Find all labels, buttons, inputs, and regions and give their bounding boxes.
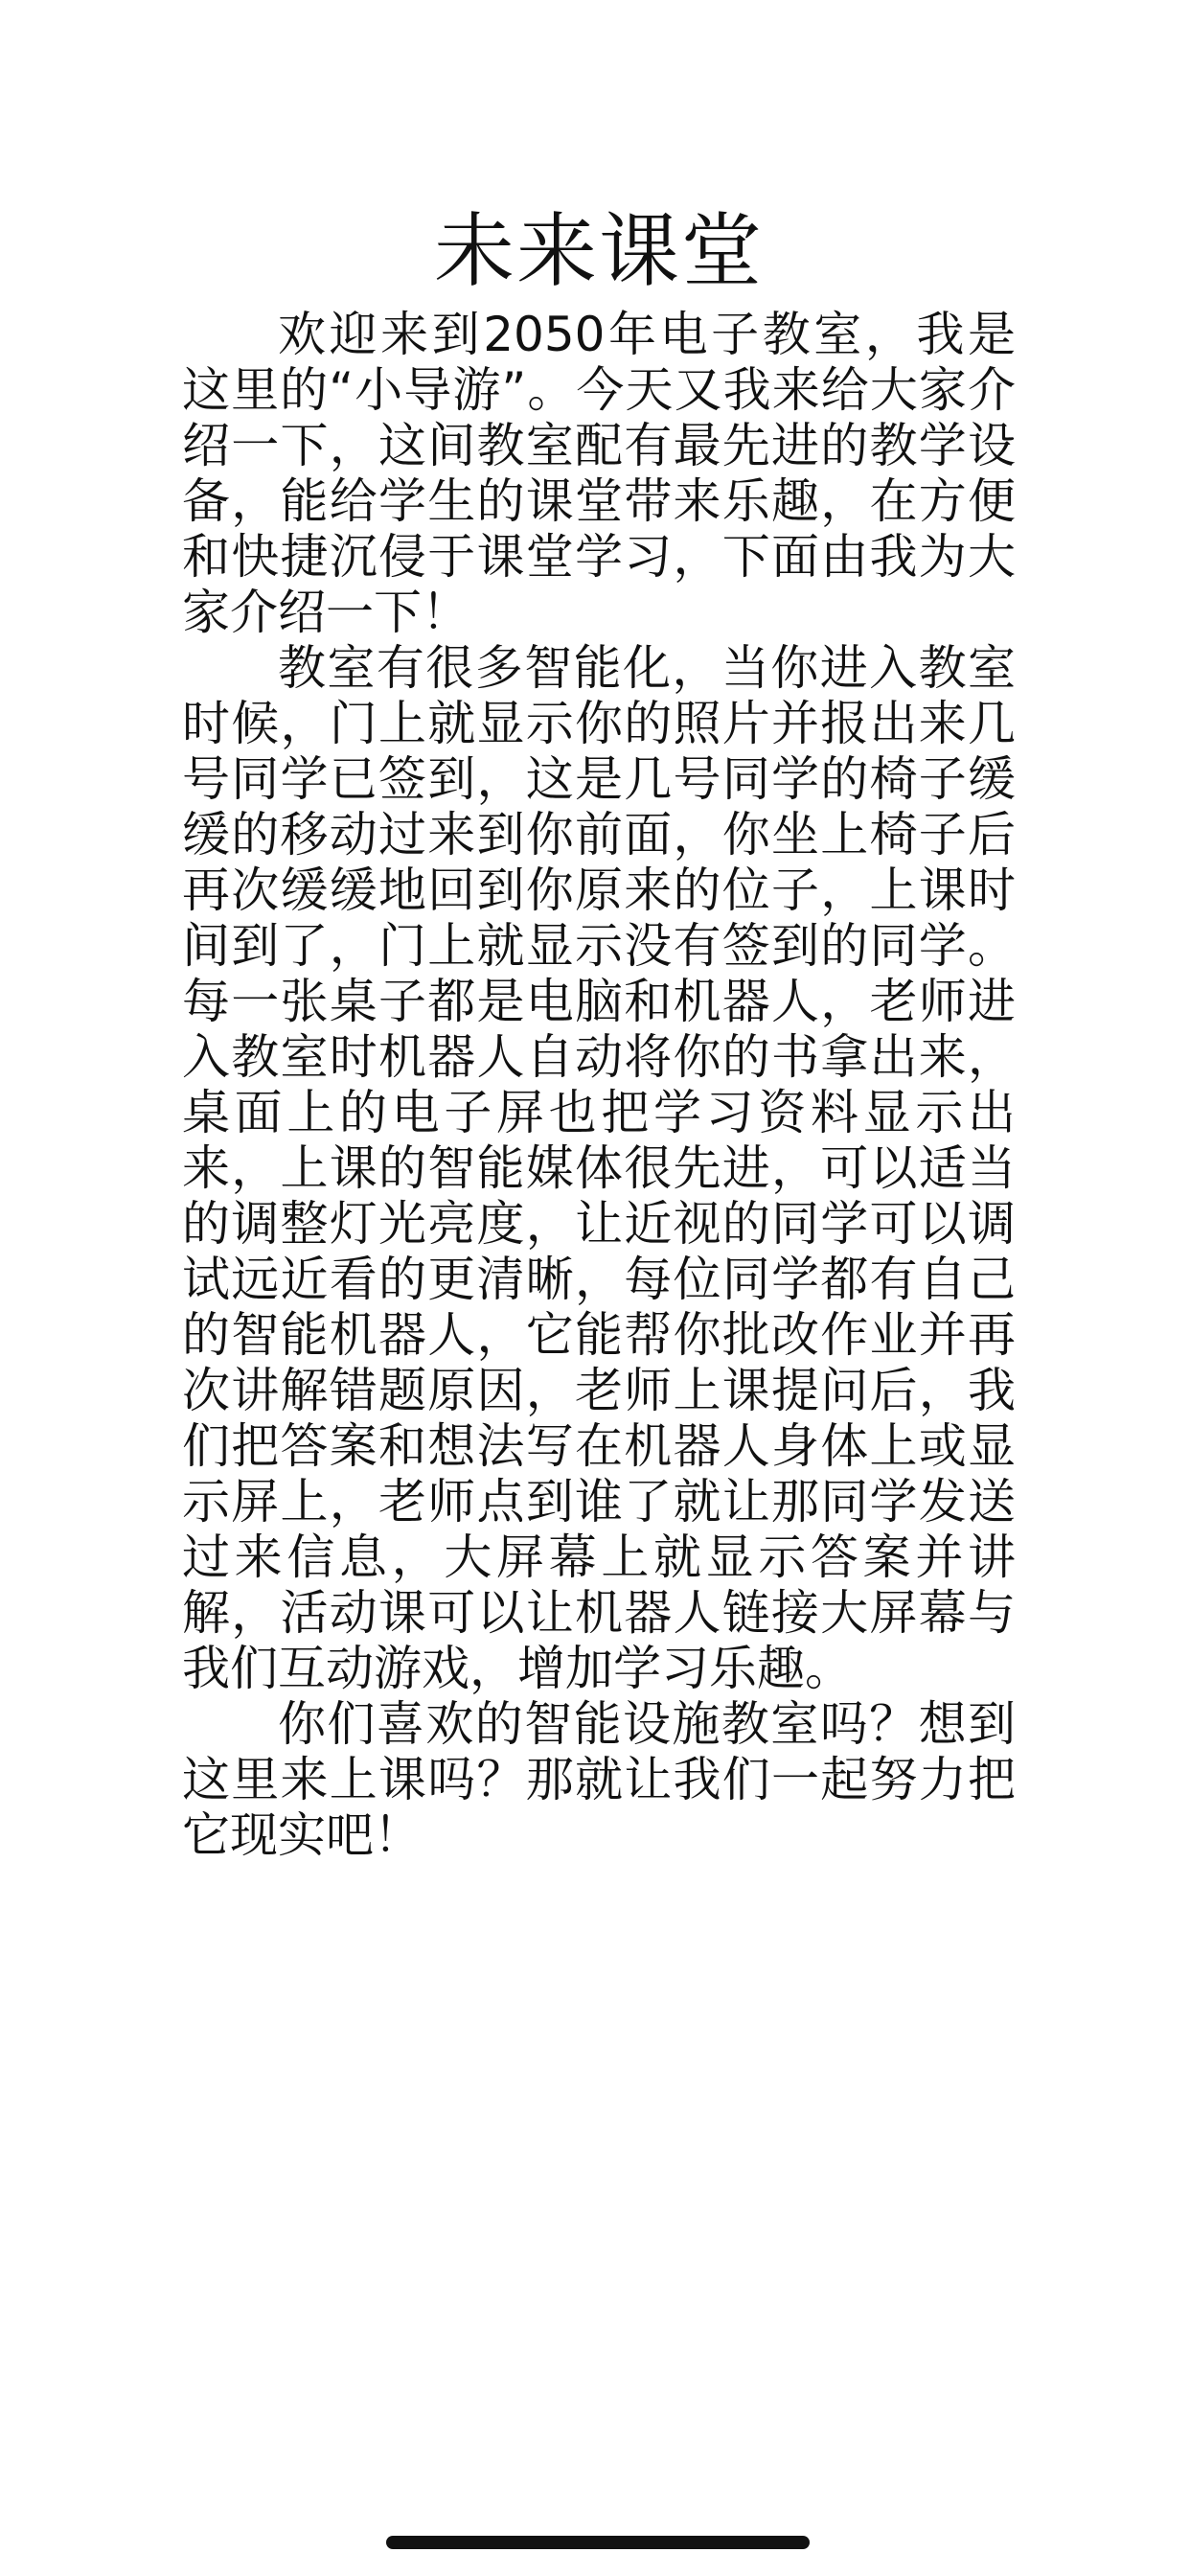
paragraph-closing: 你们喜欢的智能设施教室吗？想到这里来上课吗？那就让我们一起努力把它现实吧！: [182, 1696, 1016, 1863]
paragraph-intro: 欢迎来到2050年电子教室，我是这里的“小导游”。今天又我来给大家介绍一下，这间教室配有最先进的教学设备，能给学生的课堂带来乐趣，在方便和快捷沉侵于课堂学习，下面由我为大家介绍一下！: [182, 307, 1016, 640]
paragraph-description: 教室有很多智能化，当你进入教室时候，门上就显示你的照片并报出来几号同学已签到，这是几号同学的椅子缓缓的移动过来到你前面，你坐上椅子后再次缓缓地回到你原来的位子，上课时间到了，门上就显示没有签到的同学。每一张桌子都是电脑和机器人，老师进入教室时机器人自动将你的书拿出来，桌面上的电子屏也把学习资料显示出来，上课的智能媒体很先进，可以适当的调整灯光亮度，让近视的同学可以调试远近看的更清晰，每位同学都有自己的智能机器人，它能帮你批改作业并再次讲解错题原因，老师上课提问后，我们把答案和想法写在机器人身体上或显示屏上，老师点到谁了就让那同学发送过来信息，大屏幕上就显示答案并讲解，活动课可以让机器人链接大屏幕与我们互动游戏，增加学习乐趣。: [182, 640, 1016, 1696]
document-body: [182, 201, 1016, 1863]
home-indicator[interactable]: [386, 2536, 810, 2549]
page-title: 未来课堂: [433, 204, 764, 298]
